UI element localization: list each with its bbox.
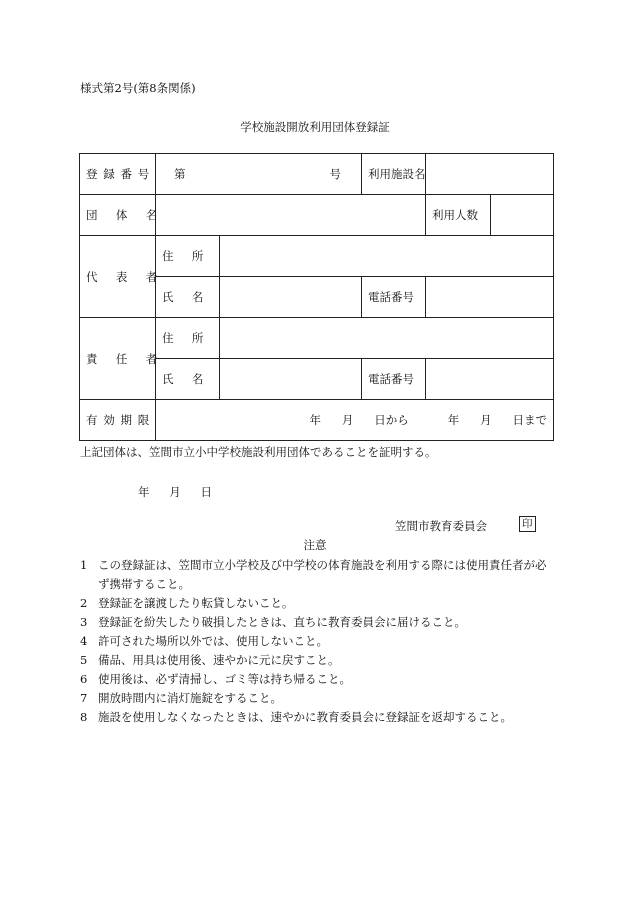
note-number: 5 (80, 653, 88, 667)
number-suffix: 号 (329, 167, 342, 181)
note-number: 8 (80, 710, 88, 724)
seal-stamp-mark: 印 (519, 516, 536, 532)
note-number: 1 (80, 558, 88, 572)
certification-statement: 上記団体は、笠間市立小中学校施設利用団体であることを証明する。 (80, 445, 437, 459)
issuer-name: 笠間市教育委員会 (395, 519, 487, 533)
facility-name-field[interactable] (426, 154, 554, 195)
note-item (80, 651, 550, 670)
note-item (80, 689, 550, 708)
user-count-field[interactable] (491, 195, 553, 235)
representative-address-row (80, 236, 554, 277)
note-item (80, 708, 550, 727)
document-title: 学校施設開放利用団体登録証 (240, 120, 390, 134)
form-number-label: 様式第2号(第8条関係) (80, 81, 196, 95)
registration-number-label: 登録番号 (80, 154, 156, 195)
representative-address-label: 住所 (156, 236, 220, 277)
note-number: 7 (80, 691, 88, 705)
validity-row (80, 400, 554, 441)
note-item (80, 670, 550, 689)
user-count-cell (426, 195, 554, 236)
note-text: 許可された場所以外では、使用しないこと。 (98, 634, 328, 648)
user-count-label: 利用人数 (426, 195, 491, 235)
registration-table (79, 153, 554, 441)
manager-name-field[interactable] (220, 359, 362, 400)
note-text: 施設を使用しなくなったときは、速やかに教育委員会に登録証を返却すること。 (98, 710, 512, 724)
manager-label: 責任者 (80, 318, 156, 400)
note-text: 開放時間内に消灯施錠をすること。 (98, 691, 282, 705)
validity-field[interactable] (156, 400, 554, 441)
notes-list (80, 556, 550, 727)
notes-heading: 注意 (303, 538, 327, 552)
representative-phone-label: 電話番号 (362, 277, 426, 318)
issue-date: 年 月 日 (138, 485, 213, 499)
validity-to: 年 月 日まで (447, 413, 548, 427)
manager-address-field[interactable] (220, 318, 554, 359)
note-number: 4 (80, 634, 88, 648)
note-text: 備品、用具は使用後、速やかに元に戻すこと。 (98, 653, 340, 667)
manager-address-row (80, 318, 554, 359)
facility-name-label: 利用施設名 (362, 154, 426, 195)
note-number: 6 (80, 672, 88, 686)
representative-address-field[interactable] (220, 236, 554, 277)
representative-phone-field[interactable] (426, 277, 554, 318)
note-text: 登録証を譲渡したり転貸しないこと。 (98, 596, 294, 610)
validity-from: 年 月 日から (309, 413, 409, 427)
manager-phone-label: 電話番号 (362, 359, 426, 400)
note-item (80, 594, 550, 613)
representative-name-label: 氏名 (156, 277, 220, 318)
note-text: 使用後は、必ず清掃し、ゴミ等は持ち帰ること。 (98, 672, 351, 686)
group-name-row (80, 195, 554, 236)
note-item (80, 556, 550, 594)
manager-address-label: 住所 (156, 318, 220, 359)
manager-phone-field[interactable] (426, 359, 554, 400)
registration-number-field[interactable] (156, 154, 362, 195)
representative-name-field[interactable] (220, 277, 362, 318)
validity-label: 有効期限 (80, 400, 156, 441)
manager-name-label: 氏名 (156, 359, 220, 400)
group-name-label: 団体名 (80, 195, 156, 236)
note-text: この登録証は、笠間市立小学校及び中学校の体育施設を利用する際には使用責任者が必ず携帯すること。 (98, 558, 547, 591)
note-number: 3 (80, 615, 88, 629)
group-name-field[interactable] (156, 195, 426, 236)
note-item (80, 632, 550, 651)
note-text: 登録証を紛失したり破損したときは、直ちに教育委員会に届けること。 (98, 615, 466, 629)
note-item (80, 613, 550, 632)
registration-number-row (80, 154, 554, 195)
note-number: 2 (80, 596, 88, 610)
number-prefix: 第 (174, 167, 186, 181)
representative-label: 代表者 (80, 236, 156, 318)
